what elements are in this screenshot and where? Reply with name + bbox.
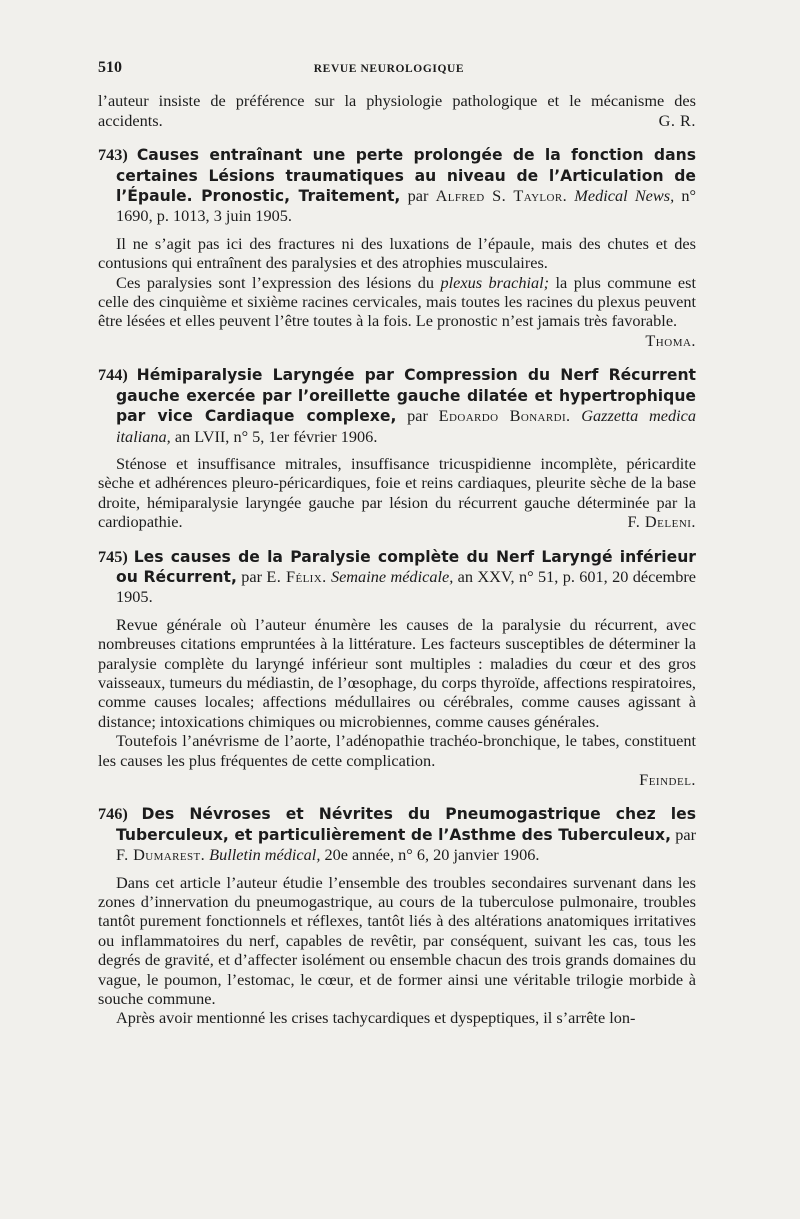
article-number: 746) [98, 804, 128, 824]
article-number: 744) [98, 365, 128, 385]
article-number: 743) [98, 145, 128, 165]
article-signature: F. Deleni. [627, 512, 696, 532]
intro-signature: G. R. [658, 110, 696, 130]
by-word: par [675, 824, 696, 844]
article-reference: n° 1690, p. 1013, 3 juin 1905. [116, 186, 697, 226]
article-author: E. Félix. [266, 566, 327, 586]
article-journal: Medical News, [574, 186, 675, 206]
paragraph-italic: plexus brachial; [440, 272, 550, 292]
article-journal: Semaine médicale, [330, 566, 454, 586]
article-reference: an LVII, n° 5, 1er février 1906. [174, 426, 378, 446]
article-title: Les causes de la Paralysie complète du Nerf Laryngé inférieur ou Récurrent, [116, 547, 696, 586]
intro-paragraph [98, 91, 696, 130]
by-word: par [407, 406, 428, 426]
article-743 [98, 145, 696, 350]
article-paragraph [98, 272, 696, 350]
page-header [98, 58, 696, 79]
paragraph-text: Ces paralysies sont l’expression des lésions du [116, 272, 435, 292]
article-paragraph: Toutefois l’anévrisme de l’aorte, l’adénopathie trachéo-bronchique, le tabes, constituent les causes les plus fréquentes de cette complication. [98, 731, 696, 770]
article-reference: 20e année, n° 6, 20 janvier 1906. [324, 845, 540, 865]
article-746 [98, 804, 696, 1027]
article-744 [98, 365, 696, 531]
article-number: 745) [98, 546, 128, 566]
article-paragraph: Dans cet article l’auteur étudie l’ensemble des troubles secondaires survenant dans les zones d’innervation du pneumogastrique, au cours de la tuberculose pulmonaire, troubles tantôt purement fonctionnels et réflexes, tantôt liés à des altérations anatomiques irritatives ou inflammatoires du nerf, capables de revêtir, par conséquent, suivant les cas, tous les degrés de gravité, et d’affecter isolément ou ensemble chacun des trois grands domaines du vague, le poumon, l’estomac, le cœur, et de former ainsi une véritable trilogie morbide à souche commune. [98, 872, 696, 1009]
article-heading [98, 804, 696, 864]
article-author: F. Dumarest. [116, 845, 206, 865]
article-title: Hémiparalysie Laryngée par Compression du Nerf Récurrent gauche exercée par l’oreillette gauche dilatée et hypertrophique par vice Cardiaque complexe, [116, 366, 697, 426]
article-title: Causes entraînant une perte prolongée de la fonction dans certaines Lésions traumatiques au niveau de l’Articulation de l’Épaule. Pronostic, Traitement, [116, 146, 696, 206]
article-paragraph [98, 454, 696, 532]
by-word: par [407, 186, 429, 206]
paragraph-text: la plus commune est celle des cinquième et sixième racines cervicales, mais toutes les racines du plexus peuvent être lésées et elles peuvent l’être toutes à la fois. Le pronostic n’est jamais très favorable. [98, 272, 696, 331]
article-paragraph: Après avoir mentionné les crises tachycardiques et dyspeptiques, il s’arrête lon- [116, 1008, 636, 1028]
article-author: Edoardo Bonardi. [438, 406, 571, 426]
intro-text: l’auteur insiste de préférence sur la physiologie pathologique et le mécanisme des accidents. [98, 91, 696, 130]
paragraph-text: Sténose et insuffisance mitrales, insuffisance tricuspidienne incomplète, péricardite sèche et adhérences pleuro-péricardiques, foie et reins cardiaques, pleurite sèche de la base droite, hémiparalysie laryngée gauche par lésion du récurrent gauche déterminée par la cardiopathie. [98, 453, 696, 532]
article-heading [98, 145, 696, 226]
running-title: REVUE NEUROLOGIQUE [313, 63, 465, 75]
article-journal: Bulletin médical, [209, 845, 321, 865]
article-paragraph: Revue générale où l’auteur énumère les causes de la paralysie du récurrent, avec nombreuses citations empruntées à la littérature. Les facteurs susceptibles de déterminer la paralysie complète du laryngé inférieur sont multiples : maladies du cœur et des gros vaisseaux, tumeurs du médiastin, de l’œsophage, du corps thyroïde, affections respiratoires, comme causes locales; affections médullaires ou cérébrales, comme causes agissant à distance; intoxications chimiques ou microbiennes, comme causes générales. [98, 614, 696, 731]
journal-page [98, 58, 696, 1028]
article-journal: Gazzetta medica italiana, [116, 406, 697, 446]
page-number: 510 [98, 59, 122, 76]
article-reference: an XXV, n° 51, p. 601, 20 décembre 1905. [116, 566, 697, 607]
article-signature: Thoma. [645, 330, 696, 350]
article-heading [98, 365, 696, 446]
article-paragraph: Il ne s’agit pas ici des fractures ni des luxations de l’épaule, mais des chutes et des contusions qui entraînent des paralysies et des atrophies musculaires. [98, 233, 696, 273]
article-signature: Feindel. [639, 770, 696, 789]
article-title: Des Névroses et Névrites du Pneumogastrique chez les Tuberculeux, et particulièrement de l’Asthme des Tuberculeux, [116, 805, 696, 844]
article-heading [98, 547, 696, 607]
by-word: par [241, 566, 263, 586]
article-author: Alfred S. Taylor. [435, 186, 568, 206]
article-745 [98, 547, 696, 790]
